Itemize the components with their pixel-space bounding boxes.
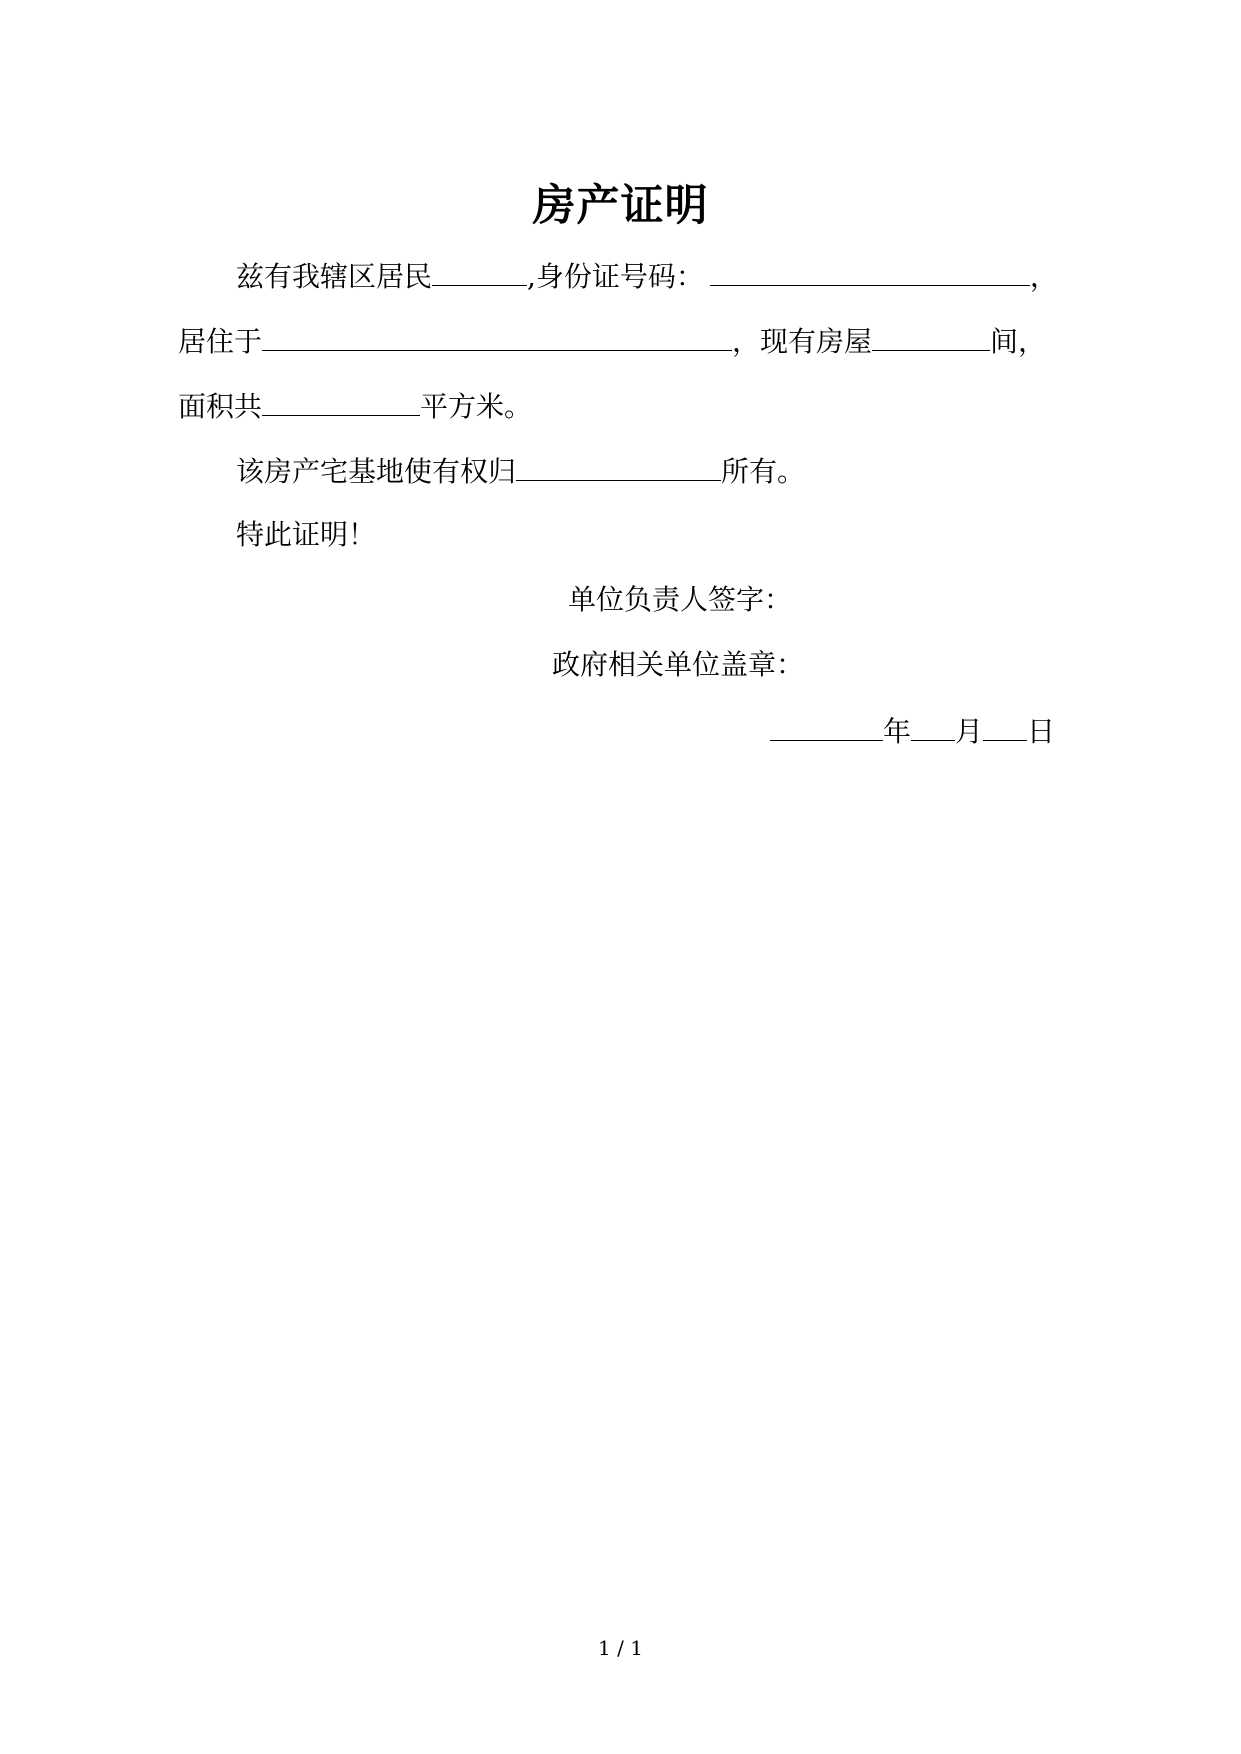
paragraph-resident-line [236,255,1058,297]
month-blank [911,710,955,741]
address-blank [262,320,732,351]
paragraph-area-line [178,385,532,427]
document-title: 房产证明 [532,181,709,231]
year-label: 年 [883,715,912,748]
resident-name-blank [432,255,527,286]
ownership-suffix: 所有。 [721,455,806,488]
owner-blank [516,450,721,481]
page-number: 1 / 1 [598,1636,643,1660]
rooms-unit: 间， [990,325,1047,358]
id-number-blank [710,255,1030,286]
paragraph-ownership-line [236,450,805,492]
month-label: 月 [955,715,984,748]
line1-comma: ， [1029,260,1058,293]
certification-statement: 特此证明！ [236,518,377,551]
signature-label: 单位负责人签字： [568,583,793,616]
ownership-label: 该房产宅基地使有权归 [236,455,517,488]
day-blank [983,710,1027,741]
rooms-label: ，现有房屋 [732,325,873,358]
area-label: 面积共 [178,390,263,423]
area-blank [262,385,420,416]
year-blank [770,710,883,741]
day-label: 日 [1027,715,1056,748]
area-unit: 平方米。 [420,390,533,423]
rooms-count-blank [872,320,990,351]
date-line [770,710,1055,752]
seal-label: 政府相关单位盖章： [552,648,805,681]
id-number-label: ,身份证号码： [527,260,704,293]
paragraph-address-line [178,320,1046,362]
resident-label: 兹有我辖区居民 [236,260,433,293]
address-label: 居住于 [178,325,263,358]
